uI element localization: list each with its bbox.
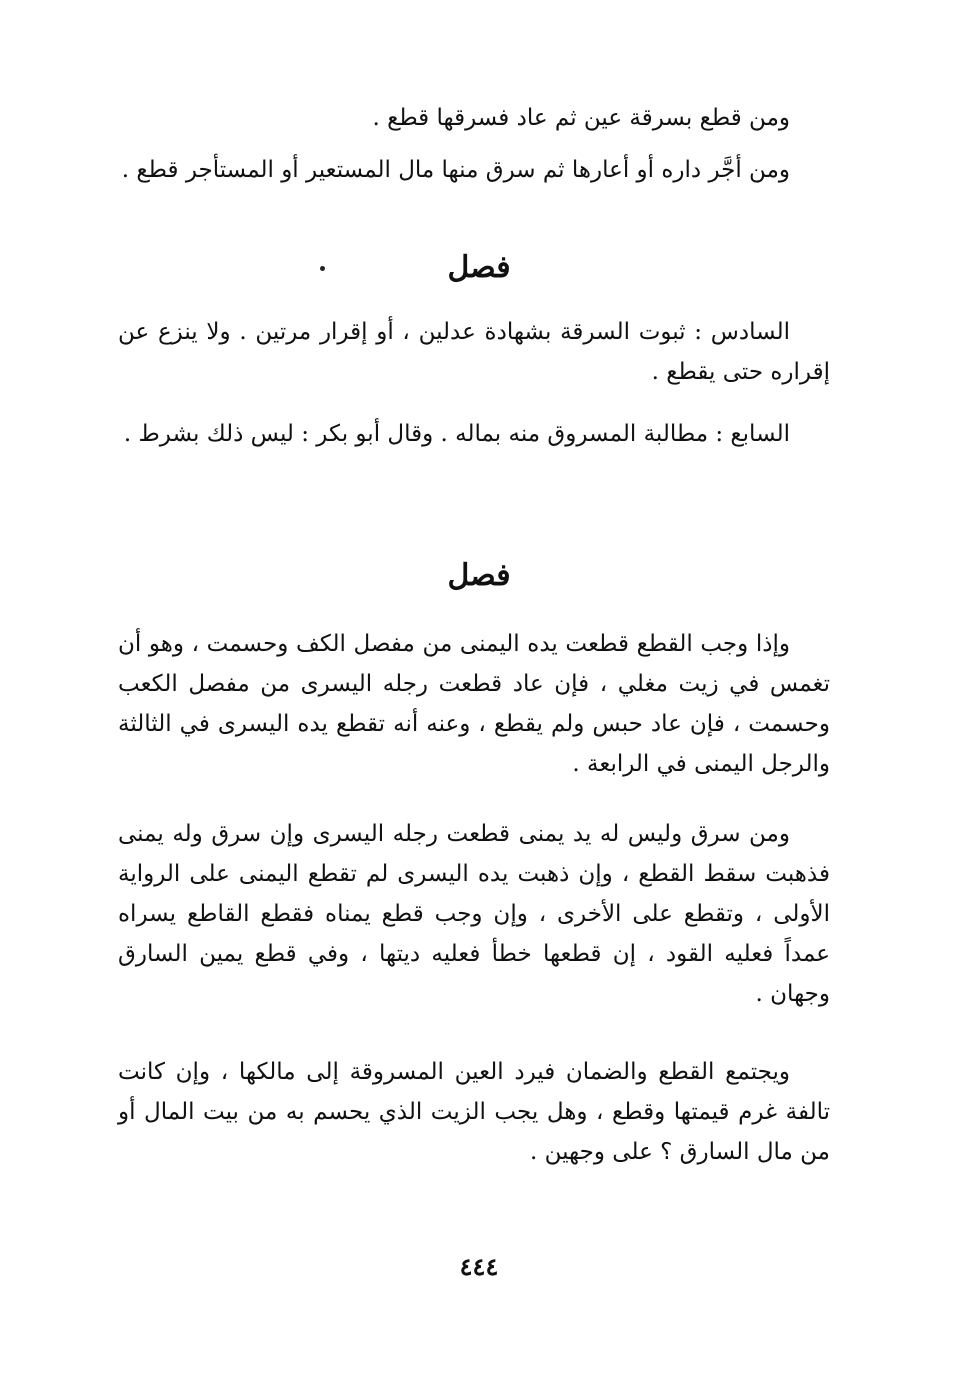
paragraph-missing-hand: ومن سرق وليس له يد يمنى قطعت رجله اليسرى وإن سرق وله يمنى فذهبت سقط القطع ، وإن ذهبت يده اليسرى لم تقطع اليمنى على الرواية الأولى ، وتقطع على الأخرى ، وإن وجب قطع يمناه فقطع القاطع يسراه عمداً فعليه القود ، إن قطعها خطأ فعليه ديتها ، وفي قطع يمين السارق وجهان . (118, 821, 830, 1007)
page-number: ٤٤٤ (459, 1252, 499, 1281)
paragraph-liability: ويجتمع القطع والضمان فيرد العين المسروقة إلى مالكها ، وإن كانت تالفة غرم قيمتها وقطع ، وهل يجب الزيت الذي يحسم به من بيت المال أو من مال السارق ؟ على وجهين . (118, 1059, 830, 1165)
paragraph-rented-house: ومن أجَّر داره أو أعارها ثم سرق منها مال المستعير أو المستأجر قطع . (121, 157, 790, 183)
paragraph-seventh-condition: السابع : مطالبة المسروق منه بماله . وقال أبو بكر : ليس ذلك بشرط . (123, 421, 790, 447)
section-heading-2: فصل (447, 558, 511, 593)
paragraph-cutting-procedure: وإذا وجب القطع قطعت يده اليمنى من مفصل الكف وحسمت ، وهو أن تغمس في زيت مغلي ، فإن عاد قطعت رجله اليسرى من مفصل الكعب وحسمت ، فإن عاد حبس ولم يقطع ، وعنه أنه تقطع يده اليسرى في الثالثة والرجل اليمنى في الرابعة . (118, 631, 830, 777)
paragraph-repeat-theft: ومن قطع بسرقة عين ثم عاد فسرقها قطع . (372, 105, 790, 131)
paragraph-sixth-condition: السادس : ثبوت السرقة بشهادة عدلين ، أو إقرار مرتين . ولا ينزع عن إقراره حتى يقطع . (118, 319, 830, 385)
section-heading-1: فصل (447, 250, 511, 285)
